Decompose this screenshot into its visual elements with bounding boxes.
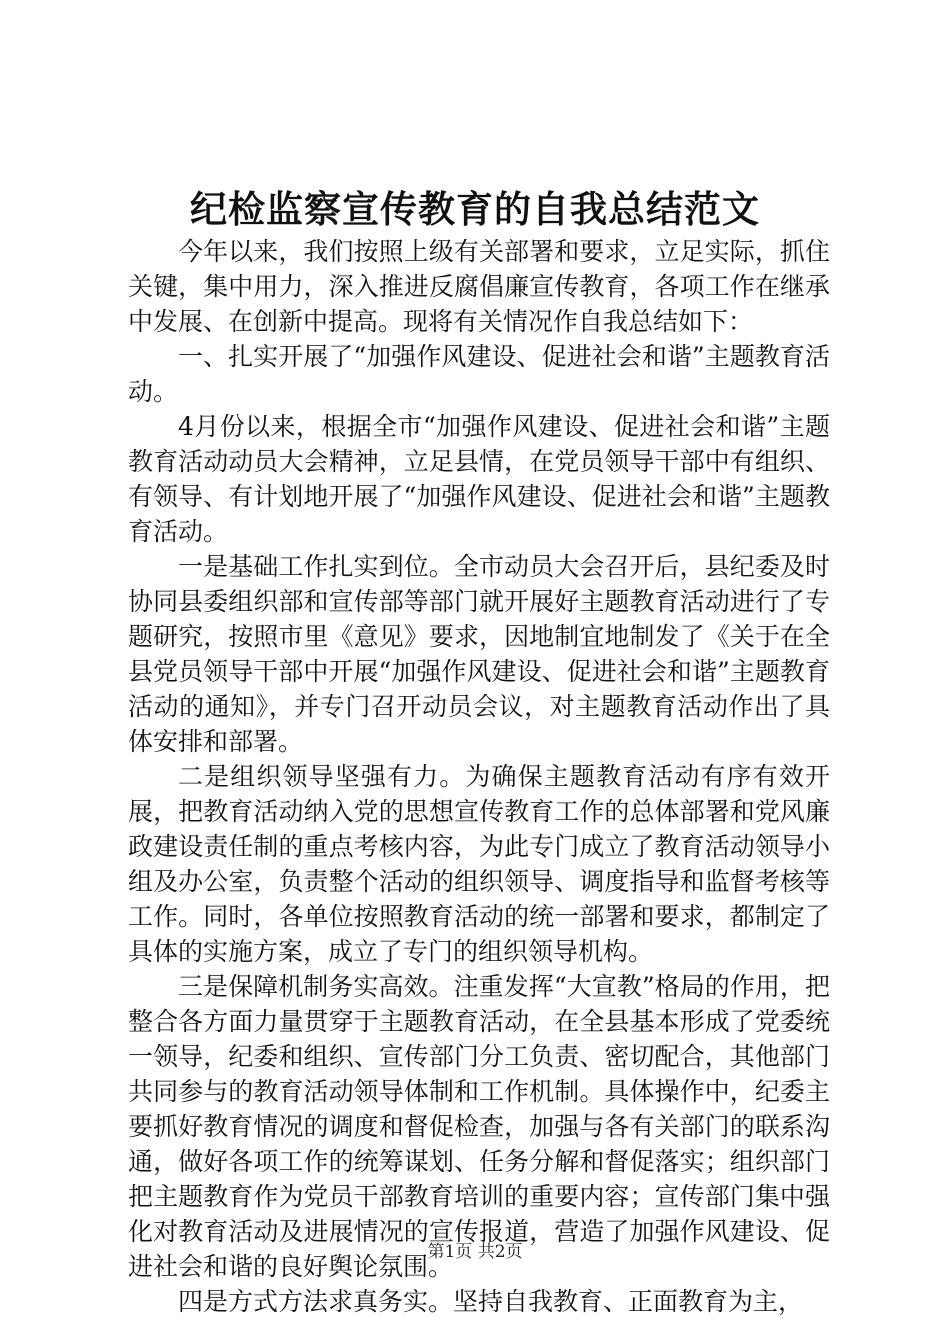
paragraph-intro: 今年以来，我们按照上级有关部署和要求，立足实际，抓住关键，集中用力，深入推进反腐倡廉宣传教育，各项工作在继承中发展、在创新中提高。现将有关情况作自我总结如下： bbox=[128, 237, 830, 336]
section-heading-1: 一、扎实开展了“加强作风建设、促进社会和谐”主题教育活动。 bbox=[128, 342, 830, 406]
paragraph-point-1: 一是基础工作扎实到位。全市动员大会召开后，县纪委及时协同县委组织部和宣传部等部门就开展好主题教育活动进行了专题研究，按照市里《意见》要求，因地制宜地制发了《关于在全县党员领导干部中开展“加强作风建设、促进社会和谐”主题教育活动的通知》，并专门召开动员会议，对主题教育活动作出了具体安排和部署。 bbox=[128, 552, 830, 756]
document-body bbox=[128, 234, 830, 1319]
page-number-footer: 第1页 共2页 bbox=[427, 1242, 523, 1262]
paragraph-point-4: 四是方式方法求真务实。坚持自我教育、正面教育为主， bbox=[178, 1287, 804, 1316]
paragraph-point-3: 三是保障机制务实高效。注重发挥“大宣教”格局的作用，把整合各方面力量贯穿于主题教育活动，在全县基本形成了党委统一领导，纪委和组织、宣传部门分工负责、密切配合，其他部门共同参与的教育活动领导体制和工作机制。具体操作中，纪委主要抓好教育情况的调度和督促检查，加强与各有关部门的联系沟通，做好各项工作的统筹谋划、任务分解和督促落实；组织部门把主题教育作为党员干部教育培训的重要内容；宣传部门集中强化对教育活动及进展情况的宣传报道，营造了加强作风建设、促进社会和谐的良好舆论氛围。 bbox=[128, 972, 830, 1281]
paragraph-point-2: 二是组织领导坚强有力。为确保主题教育活动有序有效开展，把教育活动纳入党的思想宣传教育工作的总体部署和党风廉政建设责任制的重点考核内容，为此专门成立了教育活动领导小组及办公室，负责整个活动的组织领导、调度指导和监督考核等工作。同时，各单位按照教育活动的统一部署和要求，都制定了具体的实施方案，成立了专门的组织领导机构。 bbox=[128, 762, 830, 966]
paragraph-april: 4月份以来，根据全市“加强作风建设、促进社会和谐”主题教育活动动员大会精神，立足县情，在党员领导干部中有组织、有领导、有计划地开展了“加强作风建设、促进社会和谐”主题教育活动。 bbox=[128, 412, 830, 546]
document-title: 纪检监察宣传教育的自我总结范文 bbox=[190, 187, 760, 231]
